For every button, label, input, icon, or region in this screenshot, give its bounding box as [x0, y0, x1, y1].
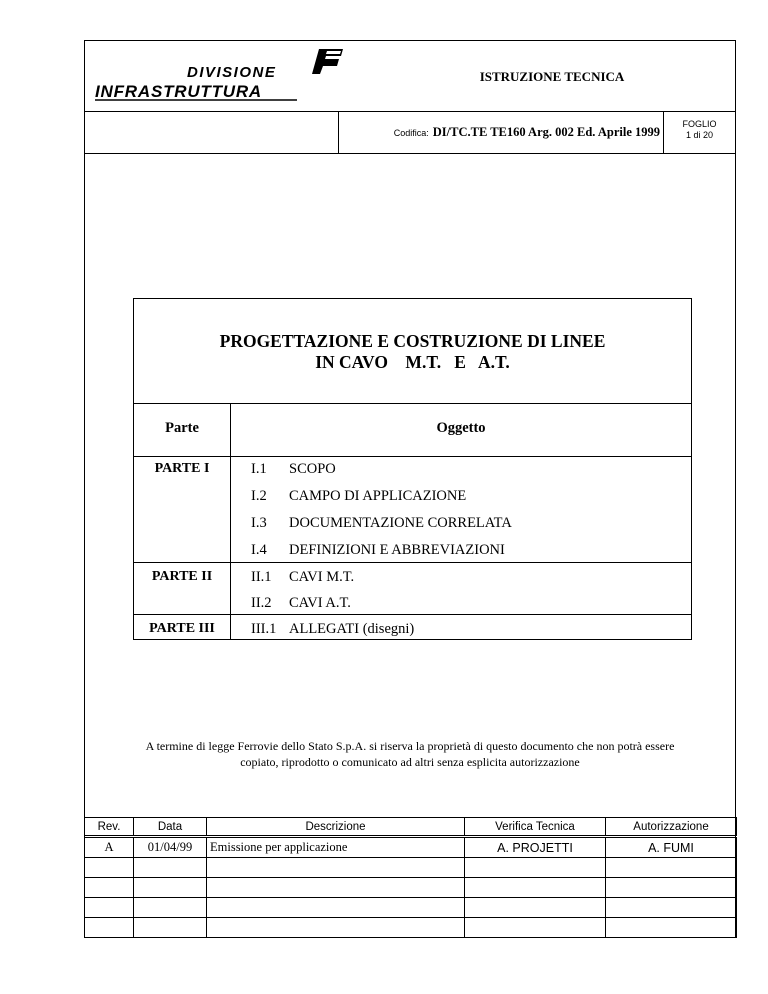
revision-table	[84, 817, 737, 938]
document-type: ISTRUZIONE TECNICA	[479, 69, 625, 84]
list-item: II.2 CAVI A.T.	[251, 595, 351, 611]
cell-data: 01/04/99	[134, 837, 207, 858]
title-line2: IN CAVO M.T. E A.T.	[315, 352, 510, 372]
header-autorizzazione: Autorizzazione	[606, 818, 737, 837]
foglio	[664, 119, 735, 141]
list-item: I.1 SCOPO	[251, 461, 336, 477]
cell-descrizione: Emissione per applicazione	[207, 837, 465, 858]
logo-line2: INFRASTRUTTURA	[95, 82, 263, 101]
column-header-oggetto: Oggetto	[436, 420, 486, 436]
revision-header-row	[85, 818, 737, 837]
list-item: I.3 DOCUMENTAZIONE CORRELATA	[251, 515, 512, 531]
list-item: II.1 CAVI M.T.	[251, 569, 355, 585]
list-item: I.2 CAMPO DI APPLICAZIONE	[251, 488, 467, 504]
foglio-label: FOGLIO	[682, 119, 717, 129]
table-row	[85, 878, 737, 898]
header-top	[85, 41, 735, 112]
column-header-parte: Parte	[165, 420, 199, 436]
cell-rev: A	[85, 837, 134, 858]
list-item: I.4 DEFINIZIONI E ABBREVIAZIONI	[251, 542, 505, 558]
title-line1: PROGETTAZIONE E COSTRUZIONE DI LINEE	[219, 331, 606, 351]
part-label: PARTE I	[154, 461, 210, 476]
ownership-notice	[84, 738, 736, 770]
notice-line1: A termine di legge Ferrovie dello Stato S.p.A. si riserva la proprietà di questo documento che non potrà essere	[145, 739, 675, 753]
codifica	[344, 123, 660, 141]
codifica-label: Codifica:	[393, 128, 429, 138]
header-verifica: Verifica Tecnica	[465, 818, 606, 837]
cell-autorizzazione: A. FUMI	[606, 837, 737, 858]
cell-verifica: A. PROJETTI	[465, 837, 606, 858]
table-row	[85, 837, 737, 858]
fs-logo	[91, 47, 345, 105]
list-item: III.1 ALLEGATI (disegni)	[251, 621, 415, 637]
table-row	[85, 918, 737, 938]
document-title	[134, 331, 691, 373]
contents-box	[133, 298, 692, 640]
foglio-value: 1 di 20	[685, 130, 714, 140]
logo-line1: DIVISIONE	[187, 64, 277, 81]
table-row	[85, 898, 737, 918]
header-codifica-row	[85, 111, 735, 154]
header-rev: Rev.	[85, 818, 134, 837]
header-data: Data	[134, 818, 207, 837]
codifica-value: DI/TC.TE TE160 Arg. 002 Ed. Aprile 1999	[432, 125, 660, 139]
fs-emblem-icon	[312, 49, 343, 74]
part-label: PARTE III	[149, 621, 215, 636]
header-descrizione: Descrizione	[207, 818, 465, 837]
table-row	[85, 858, 737, 878]
notice-line2: copiato, riprodotto o comunicato ad altri senza esplicita autorizzazione	[240, 755, 580, 769]
part-label: PARTE II	[151, 569, 213, 584]
